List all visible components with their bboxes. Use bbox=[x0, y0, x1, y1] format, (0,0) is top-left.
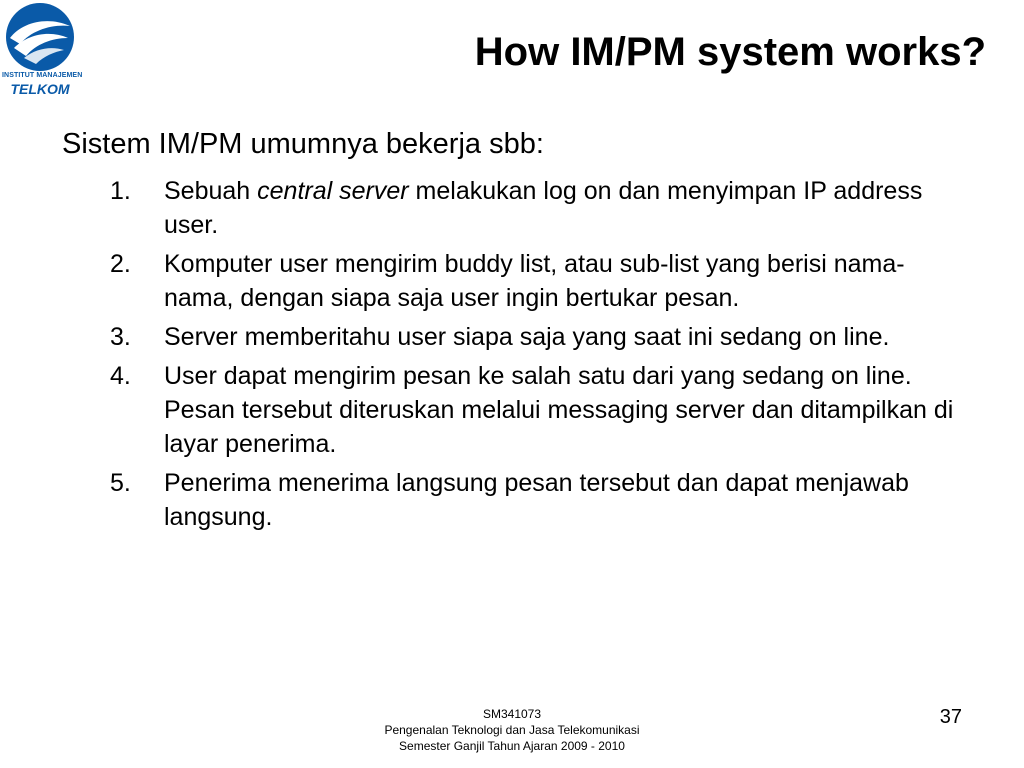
step-number: 4. bbox=[110, 362, 131, 390]
step-text: Komputer user mengirim buddy list, atau sub-list yang berisi nama-nama, dengan siapa saja user ingin bertukar pesan. bbox=[164, 250, 905, 312]
telkom-logo-icon bbox=[2, 2, 78, 72]
step-text bbox=[164, 177, 922, 239]
step-text-start: Sebuah bbox=[164, 177, 258, 205]
slide-footer bbox=[312, 706, 712, 754]
step-text: Server memberitahu user siapa saja yang saat ini sedang on line. bbox=[164, 323, 890, 351]
step-number: 1. bbox=[110, 177, 131, 205]
logo-institution-text: INSTITUT MANAJEMEN bbox=[2, 72, 83, 79]
step-emphasis: central server bbox=[257, 177, 409, 205]
logo-brand-text: TELKOM bbox=[10, 81, 70, 97]
step-text: Penerima menerima langsung pesan tersebut dan dapat menjawab langsung. bbox=[164, 469, 909, 531]
step-number: 2. bbox=[110, 250, 131, 278]
step-text: User dapat mengirim pesan ke salah satu dari yang sedang on line. Pesan tersebut diteruskan melalui messaging server dan ditampilkan di layar penerima. bbox=[164, 362, 954, 458]
list-item bbox=[110, 320, 970, 354]
intro-text: Sistem IM/PM umumnya bekerja sbb: bbox=[62, 128, 544, 160]
page-number: 37 bbox=[939, 706, 962, 728]
footer-course-code: SM341073 bbox=[482, 707, 542, 721]
step-text-end: melakukan log on dan menyimpan IP address user. bbox=[164, 177, 923, 239]
list-item bbox=[110, 359, 970, 461]
list-item bbox=[110, 174, 970, 242]
list-item bbox=[110, 466, 970, 534]
steps-list bbox=[110, 174, 970, 539]
footer-course-name: Pengenalan Teknologi dan Jasa Telekomunikasi bbox=[384, 723, 640, 737]
step-number: 3. bbox=[110, 323, 131, 351]
step-number: 5. bbox=[110, 469, 131, 497]
slide-title: How IM/PM system works? bbox=[474, 30, 986, 74]
institution-logo bbox=[2, 2, 83, 97]
footer-semester: Semester Ganjil Tahun Ajaran 2009 - 2010 bbox=[399, 739, 625, 753]
list-item bbox=[110, 247, 970, 315]
